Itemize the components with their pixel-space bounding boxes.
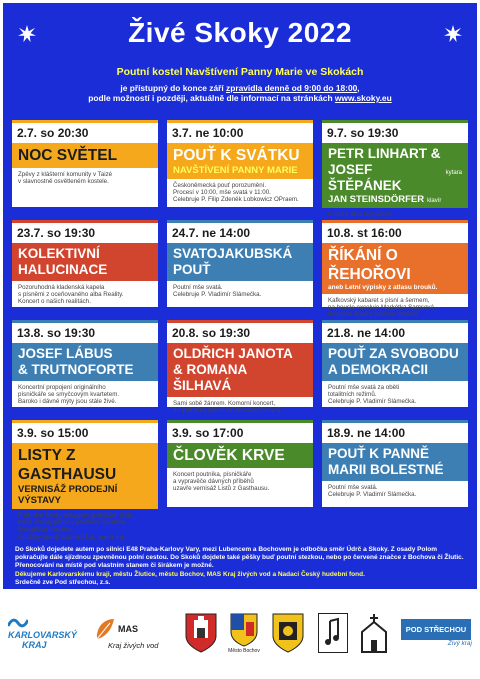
opening-info — [3, 83, 477, 103]
event-title: ČLOVĚK KRVE — [173, 447, 285, 464]
kraj-text: KRAJ — [22, 640, 47, 650]
event-title: NOC SVĚTEL — [18, 147, 118, 164]
description-line: písničkáře se smyčcovým kvartetem. — [18, 391, 120, 399]
crest-icon — [184, 612, 218, 654]
event-title-band — [167, 343, 313, 397]
event-title-line2: MARII BOLESTNÉ — [328, 462, 444, 477]
description-line: Celebruje P. Vladimír Slámečka. — [328, 398, 417, 406]
event-title-band — [12, 243, 158, 281]
event-title-band — [12, 443, 158, 509]
event-description — [173, 400, 309, 414]
event-description — [173, 182, 309, 204]
event-title-line2: JOSEF ŠTĚPÁNEK — [328, 162, 402, 193]
event-description — [328, 484, 464, 498]
leaf-icon — [94, 617, 116, 641]
info-text: je přístupný do konce září — [120, 83, 227, 93]
event-card — [12, 320, 158, 407]
event-title-band — [12, 343, 158, 381]
event-title-band — [322, 243, 468, 294]
description-line: Grafický plenér začíná 27.8., končí 4.9. — [18, 533, 126, 541]
mas-logo — [94, 608, 168, 658]
event-title: PETR LINHART & — [328, 146, 441, 161]
event-date: 13.8. so 19:30 — [17, 326, 96, 340]
church-icon — [356, 612, 392, 654]
wave-icon — [8, 616, 28, 630]
event-card — [167, 420, 313, 507]
description-line: Koncert o našich realitách. — [18, 298, 91, 306]
event-title: OLDŘICH JANOTA — [173, 346, 293, 361]
description-line: Kafkovský kabaret s písní a šermem, — [328, 297, 430, 304]
event-title-line2: & ROMANA ŠILHAVÁ — [173, 362, 247, 393]
description-line: Zpěvy z klášterní komunity v Taizé — [18, 171, 113, 178]
event-description — [18, 512, 154, 541]
event-date: 2.7. so 20:30 — [17, 126, 89, 140]
website-link[interactable]: www.skoky.eu — [334, 93, 392, 103]
description-line: Baroko i dávné mýty jsou stále živé. — [18, 398, 117, 406]
footer-text — [15, 546, 467, 587]
description-line: Poutní mše svatá. — [328, 484, 378, 491]
bochov-crest — [224, 608, 264, 658]
event-date: 10.8. st 16:00 — [327, 226, 402, 240]
event-date: 24.7. ne 14:00 — [172, 226, 251, 240]
event-description — [173, 284, 309, 298]
bochov-caption: Město Bochov — [228, 648, 260, 654]
description-line: totalitních režimů. — [328, 391, 377, 399]
event-description — [18, 284, 154, 306]
event-subtitle: aneb Letní výpisky z atlasu brouků. — [328, 284, 438, 291]
description-line: v slavnostně osvětleném kostele. — [18, 178, 109, 186]
event-card — [322, 420, 468, 507]
description-line: do jisté míry přímo ve Skokách zrozený. — [173, 407, 283, 415]
event-card — [167, 320, 313, 415]
pod-strechou-logo — [400, 608, 472, 658]
event-subtitle: NAVŠTÍVENÍ PANNY MARIE — [173, 165, 298, 176]
mas-subtext: Kraj živých vod — [108, 640, 159, 650]
poster-background — [3, 3, 477, 589]
event-subtitle: JAN STEINSDÖRFER — [328, 194, 425, 205]
description-line: Pozoruhodná kladenská kapela — [18, 284, 105, 291]
event-description — [173, 471, 309, 493]
event-card — [12, 120, 158, 207]
event-title: POUŤ K PANNĚ — [328, 446, 430, 461]
description-line: Českoněmecká pouť porozumění. — [173, 182, 267, 189]
crest-icon — [271, 612, 305, 654]
poster-title: Živé Skoky 2022 — [128, 17, 352, 48]
description-line: Podpořte Skoky nákupem grafických listů, — [18, 512, 133, 519]
description-line: Poutní mše svatá. — [173, 284, 223, 291]
event-card — [12, 220, 158, 307]
event-title-band — [167, 143, 313, 179]
description-line: Poutní mše svatá za oběti — [328, 384, 400, 391]
info-text: , — [357, 83, 360, 93]
directions-text: Do Skoků dojedete autem po silnici E48 Praha-Karlovy Vary, mezi Lubencem a Bochovem je odbočka směr Údrč a Skoky. Z osady Polom pokračujte dále sjízdnou zpevněnou polní cestou. Do Skoků dojdete také pěšky buď poutní stezkou, nebo po červené značce z Bochova či Žlutic. Přenocování na místě pod vlastním stanem či širákem je možné. — [15, 546, 464, 570]
music-note-icon — [318, 613, 348, 653]
description-line: které vznikly přímo v prostoru bývalého — [18, 519, 126, 527]
zlutice-crest — [182, 608, 220, 658]
event-description — [18, 171, 154, 185]
event-title: JOSEF LÁBUS — [18, 346, 113, 361]
event-date: 18.9. ne 14:00 — [327, 426, 406, 440]
event-title: KOLEKTIVNÍ — [18, 246, 100, 261]
pod-strechou-subtext: Živý kraj — [447, 640, 472, 647]
event-title-band — [12, 143, 158, 168]
description-line: uzavře vernisáž Listů z Gasthausu. — [173, 485, 270, 493]
event-card — [167, 220, 313, 307]
description-line: Celebruje P. Vladimír Slámečka. — [173, 291, 262, 299]
event-title-band — [167, 243, 313, 281]
description-line: a vypravěče dávných příběhů — [173, 478, 254, 486]
description-line: s písněmi z oceňovaného alba Reality. — [18, 291, 124, 299]
event-title-line2: A DEMOKRACII — [328, 362, 428, 377]
event-date: 20.8. so 19:30 — [172, 326, 251, 340]
description-line: na housle exceluje Markétka Samsová. — [328, 304, 436, 312]
description-line: Kočovné divadlo přinese tradiční — [328, 311, 418, 319]
event-title-band — [167, 443, 313, 468]
crest-icon — [229, 612, 259, 648]
description-line: Celebruje P. Vladimír Slámečka. — [328, 491, 417, 499]
event-title-band — [322, 443, 468, 481]
description-line: Schopfova hostince. — [18, 526, 74, 534]
sponsor-logos — [0, 608, 480, 668]
event-title: LISTY Z GASTHAUSU — [18, 447, 117, 483]
event-title: POUŤ ZA SVOBODU — [328, 346, 459, 361]
event-date: 21.8. ne 14:00 — [327, 326, 406, 340]
thanks-text: Děkujeme Karlovarskému kraji, městu Žlutice, městu Bochov, MAS Kraj živých vod a Nadaci Český hudební fond. — [15, 570, 365, 578]
event-date: 9.7. so 19:30 — [327, 126, 399, 140]
event-date: 3.9. so 17:00 — [172, 426, 244, 440]
event-title: SVATOJAKUBSKÁ — [173, 246, 293, 261]
event-role-label: klavír — [427, 198, 442, 204]
hudebni-fond-logo — [316, 608, 350, 658]
mas-text: MAS — [118, 623, 138, 634]
description-line: Procesí v 10:00, mše svatá v 11:00. — [173, 189, 271, 197]
event-title-line2: POUŤ — [173, 262, 211, 277]
event-date: 3.7. ne 10:00 — [172, 126, 244, 140]
karlovarsky-kraj-logo — [8, 608, 82, 658]
event-title-line2: HALUCINACE — [18, 262, 108, 277]
event-role-label: kytara — [445, 170, 462, 176]
event-title: ŘÍKÁNÍ O ŘEHOŘOVI — [328, 247, 411, 283]
event-card — [322, 220, 468, 319]
event-card — [322, 320, 468, 407]
poster-subtitle: Poutní kostel Navštívení Panny Marie ve Skokách — [116, 66, 364, 78]
event-title: POUŤ K SVÁTKU — [173, 147, 300, 164]
description-line: Koncert poutníka, písničkáře — [173, 471, 252, 478]
event-card — [167, 120, 313, 207]
description-line: Sami sobě žánrem. Komorní koncert, — [173, 400, 276, 407]
event-card — [12, 420, 158, 541]
event-subtitle: VERNISÁŽ PRODEJNÍ VÝSTAVY — [18, 484, 118, 506]
event-date: 3.9. so 15:00 — [17, 426, 89, 440]
event-card — [322, 120, 468, 218]
karlovarsky-text: KARLOVARSKÝ — [8, 630, 77, 640]
event-title-band — [322, 343, 468, 381]
event-description — [18, 384, 154, 406]
crest-logo — [268, 608, 308, 658]
info-text: podle možností i později, aktuálně dle informací na stránkách — [88, 93, 335, 103]
pod-strechou-text: POD STŘECHOU — [401, 619, 471, 640]
event-title-line2: & TRUTNOFORTE — [18, 362, 134, 377]
description-line: Písně z alba Nezvěstní — [328, 211, 392, 218]
event-description — [328, 384, 464, 406]
description-line: Koncertní propojení originálního — [18, 384, 106, 391]
church-emblem — [354, 608, 394, 658]
closing-text: Srdečně zve Pod střechou, z.s. — [15, 578, 111, 586]
event-date: 23.7. so 19:30 — [17, 226, 96, 240]
description-line: Celebruje P. Filip Zdeněk Lobkowicz OPraem. — [173, 196, 299, 204]
info-hours: zpravidla denně od 9:00 do 18:00 — [226, 83, 358, 93]
event-title-band — [322, 143, 468, 208]
